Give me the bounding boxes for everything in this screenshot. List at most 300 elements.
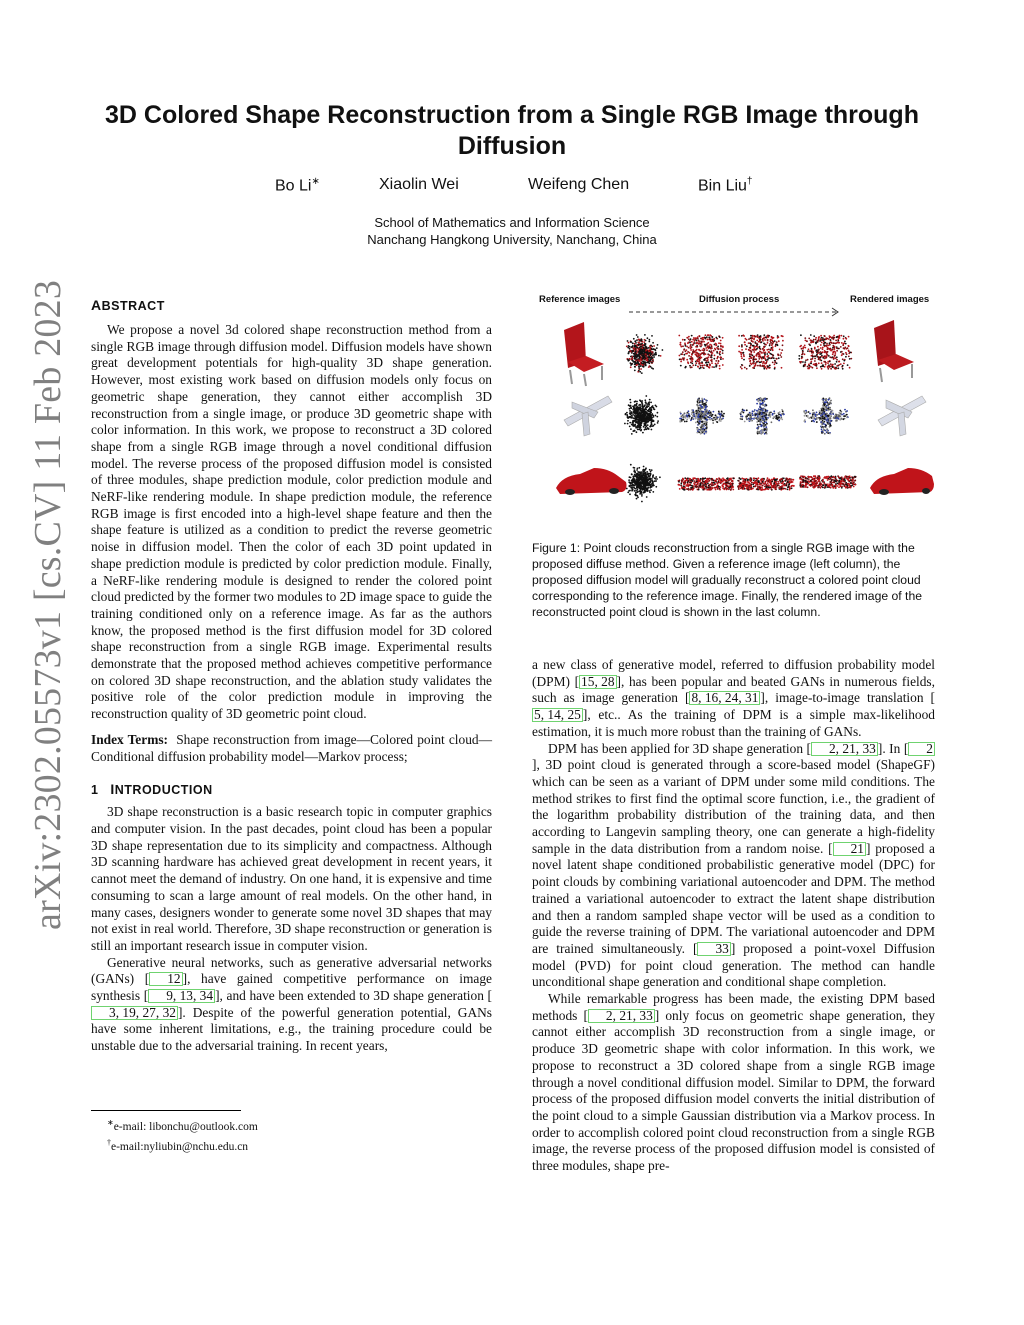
point [754,409,756,411]
point [827,362,829,364]
point [827,405,829,407]
point [762,415,764,417]
point [680,418,682,420]
point [830,339,832,341]
point [849,367,851,369]
point [848,356,850,358]
author-2: Xiaolin Wei [379,176,459,193]
point [774,413,776,415]
airplane-partial-cloud-1 [679,398,725,435]
point [698,335,700,337]
citation-link[interactable]: 33 [697,942,730,956]
point [777,353,779,355]
point [809,365,811,367]
point [743,355,745,357]
point [765,421,767,423]
point [757,478,759,480]
point [689,365,691,367]
point [651,413,653,415]
point [733,478,735,480]
point [703,341,705,343]
point [641,479,643,481]
citation-link[interactable]: 8, 16, 24, 31 [691,690,759,706]
point [641,339,643,341]
point [807,368,809,370]
point [829,342,831,344]
chair-noise-cloud [626,334,663,374]
point [697,353,699,355]
point [762,404,764,406]
point [627,420,629,422]
point [632,345,634,347]
point [766,414,768,416]
point [750,479,752,481]
point [839,483,841,485]
point [685,345,687,347]
point [828,345,830,347]
point [689,478,691,480]
point [685,417,687,419]
point [844,409,846,411]
point [769,345,771,347]
point [759,354,761,356]
point [818,478,820,480]
point [694,342,696,344]
point [650,424,652,426]
point [644,361,646,363]
point [730,479,732,481]
point [646,478,648,480]
point [700,426,702,428]
point [774,363,776,365]
point [701,352,703,354]
point [829,407,831,409]
point [833,485,835,487]
point [756,410,758,412]
point [761,341,763,343]
point [800,345,802,347]
point [762,402,764,404]
point [648,341,650,343]
point [802,481,804,483]
point [647,351,649,353]
point [802,351,804,353]
point [764,398,766,400]
point [822,421,824,423]
point [720,414,722,416]
point [831,349,833,351]
point [680,346,682,348]
point [822,411,824,413]
point [778,416,780,418]
point [652,342,654,344]
point [752,341,754,343]
point [634,420,636,422]
point [638,408,640,410]
point [815,482,817,484]
point [811,359,813,361]
point [809,350,811,352]
point [756,427,758,429]
point [638,365,640,367]
point [681,353,683,355]
point [753,358,755,360]
point [679,355,681,357]
point [694,478,696,480]
point [826,338,828,340]
point [821,362,823,364]
point [656,347,658,349]
point [698,399,700,401]
point [719,365,721,367]
point [818,338,820,340]
point [816,412,818,414]
point [640,409,642,411]
point [768,351,770,353]
point [648,347,650,349]
point [628,352,630,354]
point [697,409,699,411]
point [717,482,719,484]
point [847,364,849,366]
citation-link[interactable]: 2, 21, 33 [588,1009,655,1023]
point [833,335,835,337]
point [840,418,842,420]
point [837,475,839,477]
point [829,361,831,363]
point [680,412,682,414]
point [738,345,740,347]
citation-link[interactable]: 2, 21, 33 [811,742,878,756]
point [781,409,783,411]
point [702,421,704,423]
point [645,474,647,476]
point [752,335,754,337]
point [646,425,648,427]
point [708,356,710,358]
point [635,400,637,402]
point [746,409,748,411]
point [836,365,838,367]
point [766,349,768,351]
point [651,351,653,353]
left-column [91,297,492,1055]
point [764,428,766,430]
point [819,340,821,342]
point [684,489,686,491]
point [632,417,634,419]
point [643,492,645,494]
point [844,480,846,482]
citation-link[interactable]: 12 [149,972,182,986]
point [832,413,834,415]
point [680,365,682,367]
point [748,420,750,422]
point [820,421,822,423]
point [722,484,724,486]
point [651,478,653,480]
point [754,365,756,367]
point [711,360,713,362]
point [683,417,685,419]
point [810,334,812,336]
point [699,356,701,358]
point [630,417,632,419]
point [764,358,766,360]
point [834,480,836,482]
point [821,428,823,430]
point [691,413,693,415]
point [710,338,712,340]
point [704,417,706,419]
point [690,349,692,351]
point [719,336,721,338]
point [692,359,694,361]
point [631,490,633,492]
point [706,409,708,411]
point [657,344,659,346]
point [781,480,783,482]
point [777,418,779,420]
point [781,367,783,369]
point [805,410,807,412]
point [692,364,694,366]
point [647,337,649,339]
point [776,341,778,343]
point [840,346,842,348]
point [691,409,693,411]
point [771,357,773,359]
point [759,419,761,421]
point [634,483,636,485]
point [769,412,771,414]
point [749,348,751,350]
point [783,413,785,415]
point [647,427,649,429]
point [649,469,651,471]
point [706,349,708,351]
point [705,402,707,404]
point [704,433,706,435]
point [718,479,720,481]
point [715,345,717,347]
point [841,414,843,416]
point [803,366,805,368]
point [764,486,766,488]
point [707,483,709,485]
point [691,485,693,487]
point [753,480,755,482]
point [816,364,818,366]
point [761,487,763,489]
intro-paragraph-1: 3D shape reconstruction is a basic research topic in computer graphics and computer vision. In the past decades, point cloud has been a popular 3D shape representation due to its simplicity and compactness. Although 3D scanning hardware has achieved great development in recent years, it cannot meet the demand of industry. On one hand, it is expensive and time consuming to scan a large amount of real models. On the other hand, in many cases, designers wonder to generate some novel 3D shapes that may not exist in real world. Therefore, 3D shape reconstruction or generation is still an important research issue in computer vision. [91,804,492,953]
point [802,361,804,363]
point [644,481,646,483]
point [761,352,763,354]
point [645,340,647,342]
point [756,361,758,363]
point [778,482,780,484]
point [732,489,734,491]
chair-partial-cloud-3 [798,334,852,370]
point [636,334,638,336]
abstract-text: We propose a novel 3d colored shape reconstruction method from a single RGB image through diffusion model. Diffusion models have shown great development potentials for high-quality 3D shape generation. However, most existing work based on diffusion models only focus on geometric shape generation, they cannot either accomplish 3D reconstruction from a single image, or produce 3D geometric shape with color information. In this work, we propose to reconstruct a 3D colored shape from a single RGB image through a novel conditional diffusion model. The reverse process of the proposed diffusion model is consisted of three modules, shape prediction module, color prediction module and NeRF-like rendering module. In shape prediction module, the reference RGB image is first encoded into a high-level shape feature and then the shape feature is utilized as a condition to predict the reverse geometric noise in diffusion model. Then the color of each 3D point updated in shape prediction module is predicted by color prediction module. Finally, a NeRF-like rendering module is designed to render the colored point cloud predicted by the former two modules to 2D image space to guide the training conditioned only on a reference image. As far as the authors know, the proposed method is the first diffusion model for 3D colored shape reconstruction from a single RGB image. Experimental results demonstrate that the proposed method achieves competitive performance on colored 3D shape reconstruction, and the ablation study validates the positive role of the color prediction module in improving the reconstruction quality of 3D geometric point cloud. [91,322,492,722]
point [806,411,808,413]
point [762,418,764,420]
point [640,429,642,431]
point [651,483,653,485]
figure-1-caption: Figure 1: Point clouds reconstruction from a single RGB image with the proposed diffuse method. Given a reference image (left column), the proposed diffusion model will gradually reconstruct a colored point cloud corresponding to the reference image. Finally, the rendered image of the reconstructed point cloud is shown in the last column. [532,541,922,619]
point [835,414,837,416]
point [817,487,819,489]
point [684,367,686,369]
point [633,476,635,478]
citation-link[interactable]: 15, 28 [581,673,615,689]
point [771,337,773,339]
point [835,357,837,359]
point [646,496,648,498]
point [696,404,698,406]
point [772,354,774,356]
point [684,481,686,483]
point [829,433,831,435]
point [686,349,688,351]
point [813,339,815,341]
point [741,356,743,358]
point [806,340,808,342]
point [755,414,757,416]
point [654,424,656,426]
point [829,479,831,481]
point [827,408,829,410]
point [698,363,700,365]
point [829,348,831,350]
point [643,477,645,479]
point [648,402,650,404]
citation-link[interactable]: 5, 14, 25 [534,707,581,723]
point [837,367,839,369]
point [810,480,812,482]
point [822,398,824,400]
point [651,349,653,351]
point [817,341,819,343]
point [711,355,713,357]
point [720,346,722,348]
point [627,423,629,425]
point [842,483,844,485]
point [711,487,713,489]
point [700,483,702,485]
point [696,349,698,351]
point [766,488,768,490]
point [687,477,689,479]
point [708,354,710,356]
point [687,342,689,344]
point [741,364,743,366]
point [698,407,700,409]
point [849,475,851,477]
point [812,420,814,422]
point [773,417,775,419]
point [787,489,789,491]
point [634,415,636,417]
point [822,404,824,406]
right-column [532,657,935,1175]
point [716,352,718,354]
point [844,415,846,417]
point [748,338,750,340]
figure-1 [532,292,935,512]
point [767,417,769,419]
point [634,343,636,345]
point [802,348,804,350]
point [750,420,752,422]
point [678,484,680,486]
point [643,406,645,408]
point [638,467,640,469]
point [764,408,766,410]
point [802,477,804,479]
point [812,482,814,484]
point [837,342,839,344]
citation-link[interactable]: 21 [833,842,866,856]
point [651,335,653,337]
point [782,485,784,487]
point [639,476,641,478]
point [748,481,750,483]
point [829,356,831,358]
point [842,368,844,370]
point [659,476,661,478]
point [777,481,779,483]
point [694,480,696,482]
point [768,335,770,337]
point [766,356,768,358]
point [690,367,692,369]
point [759,423,761,425]
point [689,342,691,344]
point [738,480,740,482]
point [708,336,710,338]
point [652,415,654,417]
point [807,415,809,417]
point [681,485,683,487]
citation-link[interactable]: 3, 19, 27, 32 [91,1006,178,1020]
point [630,406,632,408]
intro-heading: 1 INTRODUCTION [91,781,213,798]
point [800,362,802,364]
point [634,340,636,342]
point [636,408,638,410]
point [696,346,698,348]
point [704,358,706,360]
citation-link[interactable]: 2 [908,742,935,756]
citation-link[interactable]: 9, 13, 34 [148,989,215,1003]
point [688,336,690,338]
point [765,417,767,419]
car-partial-cloud-2 [737,477,794,491]
point [646,347,648,349]
point [637,496,639,498]
chair-rendered-image [874,320,914,382]
point [778,420,780,422]
point [780,488,782,490]
point [750,414,752,416]
point [722,488,724,490]
point [639,426,641,428]
point [721,411,723,413]
point [742,478,744,480]
